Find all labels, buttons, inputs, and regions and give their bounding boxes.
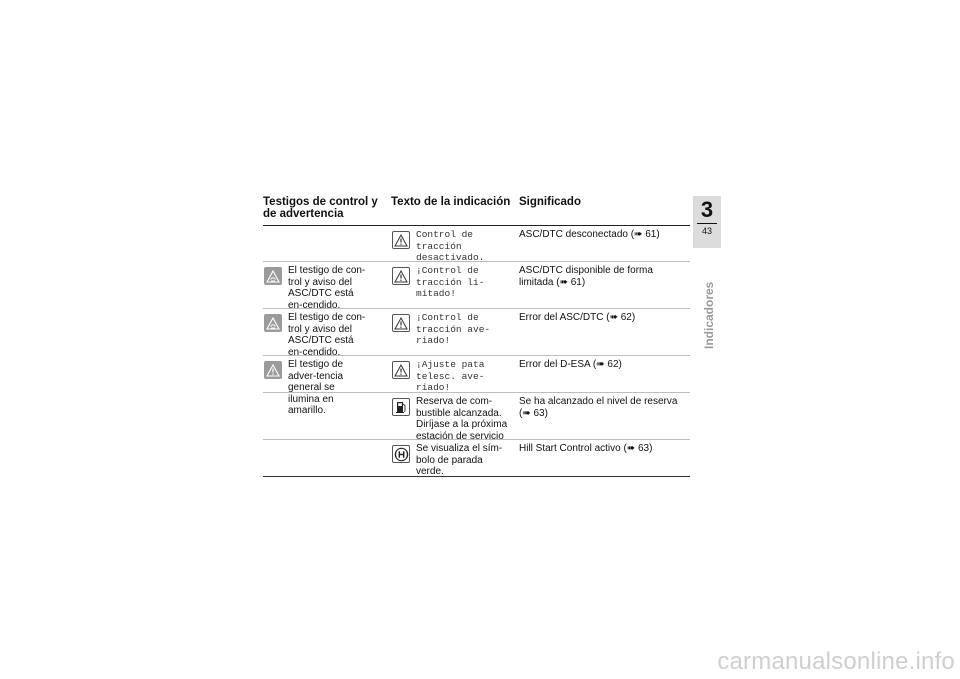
meaning-text: Error del ASC/DTC (➠ 62)	[519, 312, 636, 323]
table-row	[263, 393, 690, 440]
table-row	[263, 262, 690, 309]
table-row	[263, 309, 690, 356]
display-text: ¡Ajuste pata telesc. ave-riado!	[416, 359, 485, 393]
meaning-text: ASC/DTC disponible de forma limitada (➠ 61)	[519, 265, 653, 288]
page-number: 43	[701, 226, 712, 236]
warning-triangle-icon	[392, 361, 410, 379]
warning-triangle-icon	[392, 314, 410, 332]
meaning-text: Error del D-ESA (➠ 62)	[519, 359, 622, 370]
chapter-title: Indicadores	[702, 281, 716, 349]
display-text: ¡Control de tracción ave-riado!	[416, 312, 491, 346]
asc-dtc-warning-icon	[264, 267, 282, 285]
display-text: Se visualiza el sím-bolo de parada verde.	[416, 443, 503, 477]
header-meaning: Significado	[519, 196, 581, 208]
general-warning-icon	[264, 361, 282, 379]
display-text: Reserva de com-bustible alcanzada. Diríjase a la próxima estación de servicio	[416, 396, 508, 442]
header-warning-lights: Testigos de control y de advertencia	[263, 196, 378, 220]
indicator-table	[263, 196, 690, 477]
table-row	[263, 226, 690, 262]
display-text: Control de tracción desactivado.	[416, 229, 485, 263]
table-row	[263, 440, 690, 477]
display-text: ¡Control de tracción li-mitado!	[416, 265, 485, 299]
warning-light-text: El testigo de con-trol y aviso del ASC/DTC está en-cendido.	[288, 265, 366, 311]
meaning-text: Hill Start Control activo (➠ 63)	[519, 443, 653, 454]
asc-dtc-warning-icon	[264, 314, 282, 332]
chapter-tab	[693, 196, 721, 248]
warning-light-text: El testigo de con-trol y aviso del ASC/DTC está en-cendido.	[288, 312, 366, 358]
watermark: carmanualsonline.info	[717, 648, 955, 675]
table-header	[263, 196, 690, 226]
warning-triangle-icon	[392, 231, 410, 249]
warning-light-text: El testigo de adver-tencia general se ilumina en amarillo.	[288, 359, 344, 416]
meaning-text: Se ha alcanzado el nivel de reserva (➠ 63)	[519, 396, 678, 419]
warning-triangle-icon	[392, 267, 410, 285]
fuel-pump-icon	[392, 398, 410, 416]
header-display-text: Texto de la indicación	[391, 196, 511, 208]
chapter-number: 3	[700, 197, 714, 222]
chapter-divider	[697, 223, 717, 224]
hill-start-icon	[392, 445, 410, 463]
meaning-text: ASC/DTC desconectado (➠ 61)	[519, 229, 660, 240]
